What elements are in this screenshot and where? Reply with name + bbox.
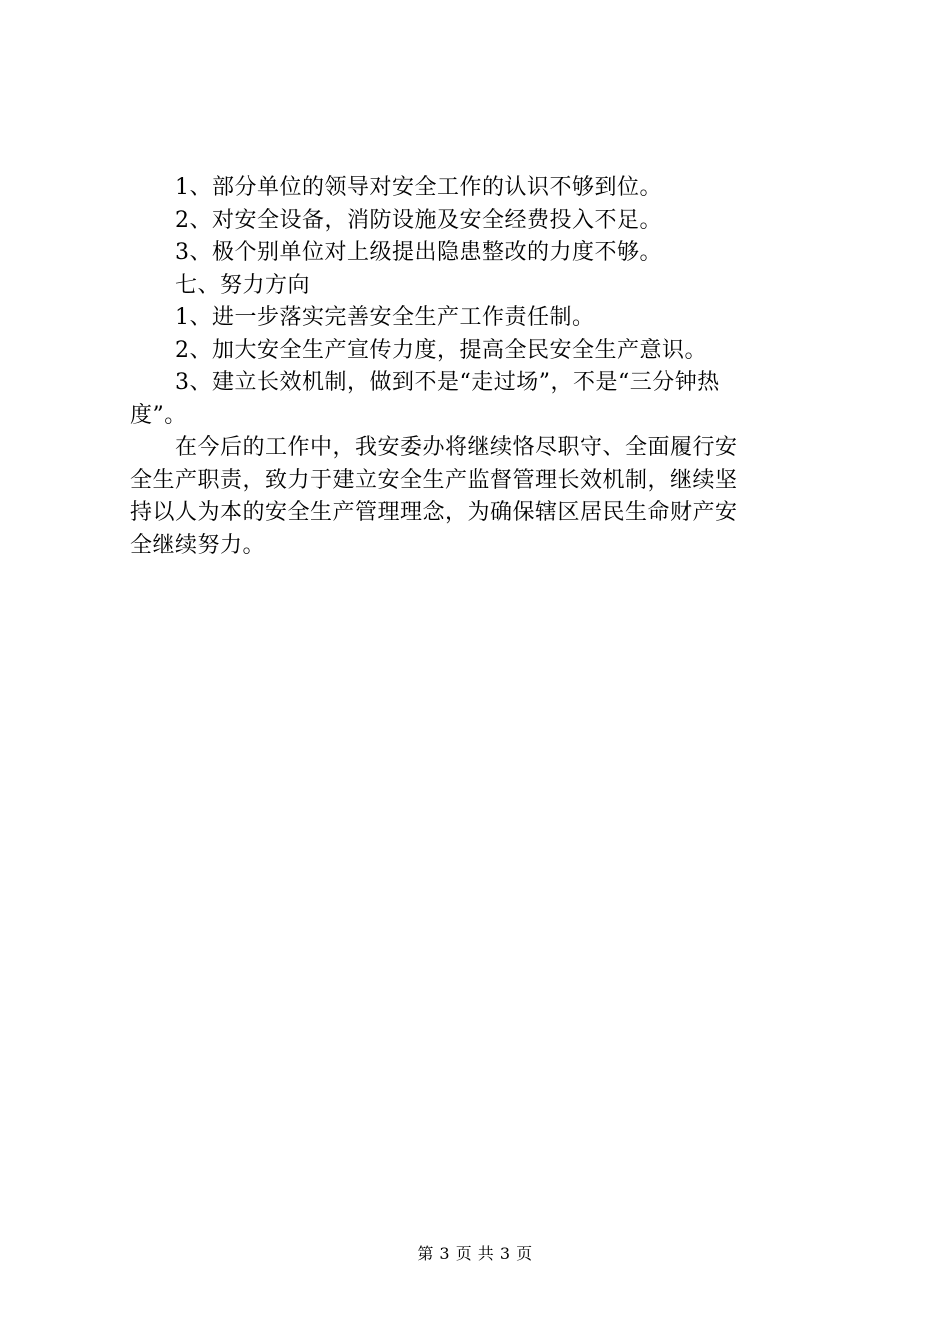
- direction-item-3-line-2: 度”。: [130, 402, 187, 428]
- closing-paragraph-line-4: 全继续努力。: [130, 532, 266, 558]
- document-body: [130, 172, 830, 562]
- issue-item-3: 3、极个别单位对上级提出隐患整改的力度不够。: [175, 240, 662, 265]
- page-footer: 第 3 页 共 3 页: [417, 1244, 533, 1263]
- closing-paragraph-line-2: 全生产职责，致力于建立安全生产监督管理长效机制，继续坚: [130, 467, 738, 493]
- closing-paragraph-line-3: 持以人为本的安全生产管理理念，为确保辖区居民生命财产安: [130, 500, 738, 525]
- direction-item-3-line-1: 3、建立长效机制，做到不是“走过场”，不是“三分钟热: [175, 370, 720, 395]
- section-heading: 七、努力方向: [175, 272, 311, 298]
- direction-item-1: 1、进一步落实完善安全生产工作责任制。: [175, 305, 595, 330]
- direction-item-3: [130, 367, 830, 432]
- issue-item-2: 2、对安全设备，消防设施及安全经费投入不足。: [175, 207, 662, 233]
- direction-item-2: 2、加大安全生产宣传力度，提高全民安全生产意识。: [175, 337, 707, 363]
- issue-item-1: 1、部分单位的领导对安全工作的认识不够到位。: [175, 175, 662, 200]
- closing-paragraph-line-1: 在今后的工作中，我安委办将继续恪尽职守、全面履行安: [175, 435, 738, 460]
- closing-paragraph: [130, 432, 830, 562]
